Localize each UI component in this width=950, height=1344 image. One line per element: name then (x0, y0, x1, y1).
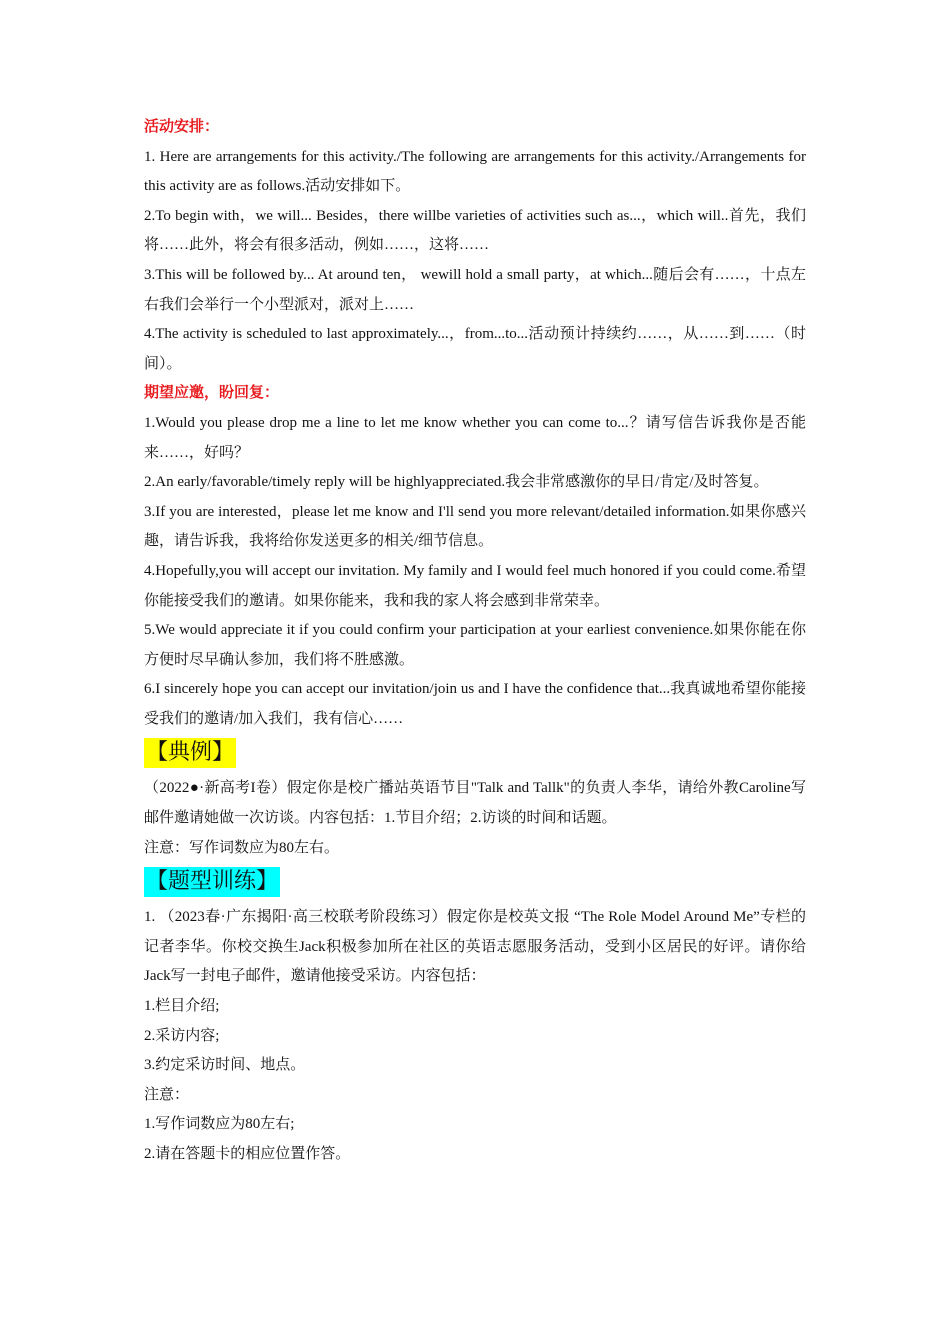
reply-item-1: 1.Would you please drop me a line to let me know whether you can come to...？请写信告诉我你是否能来……，好吗？ (144, 414, 806, 461)
training-point-1: 1.栏目介绍; (144, 998, 220, 1015)
example-note: 注意：写作词数应为80左右。 (144, 839, 340, 856)
reply-item-4: 4.Hopefully,you will accept our invitation. My family and I would feel much honored if you could come.希望你能接受我们的邀请。如果你能来，我和我的家人将会感到非常荣幸。 (144, 562, 806, 609)
training-text: 1. （2023春·广东揭阳·高三校联考阶段练习）假定你是校英文报 “The Role Model Around Me”专栏的记者李华。你校交换生Jack积极参加所在社区的英语志愿服务活动，受到小区居民的好评。请你给Jack写一封电子邮件，邀请他接受采访。内容包括： (144, 909, 806, 985)
reply-item-6: 6.I sincerely hope you can accept our invitation/join us and I have the confidence that...我真诚地希望你能接受我们的邀请/加入我们，我有信心…… (144, 681, 806, 727)
activity-item-4: 4.The activity is scheduled to last approximately...，from...to...活动预计持续约……，从……到……（时间）。 (144, 326, 806, 372)
training-point-3: 3.约定采访时间、地点。 (144, 1057, 306, 1074)
reply-item-5: 5.We would appreciate it if you could confirm your participation at your earliest convenience.如果你能在你方便时尽早确认参加，我们将不胜感激。 (144, 622, 806, 668)
training-note-2: 2.请在答题卡的相应位置作答。 (144, 1146, 351, 1162)
activity-heading: 活动安排： (144, 119, 220, 135)
example-badge: 【典例】 (144, 738, 236, 768)
activity-item-1: 1. Here are arrangements for this activity./The following are arrangements for this activity./Arrangements for this activity are as follows.活动安排如下。 (144, 148, 806, 195)
document-page (144, 113, 806, 1170)
activity-item-3: 3.This will be followed by... At around ten， wewill hold a small party，at which...随后会有……，十点左右我们会举行一个小型派对，派对上…… (144, 266, 806, 313)
activity-item-2: 2.To begin with，we will... Besides，there willbe varieties of activities such as...，which will..首先，我们将……此外，将会有很多活动，例如……，这将…… (144, 207, 806, 254)
training-badge: 【题型训练】 (144, 867, 280, 897)
reply-item-2: 2.An early/favorable/timely reply will be highlyappreciated.我会非常感激你的早日/肯定/及时答复。 (144, 474, 769, 491)
reply-item-3: 3.If you are interested，please let me know and I'll send you more relevant/detailed information.如果你感兴趣，请告诉我，我将给你发送更多的相关/细节信息。 (144, 503, 806, 550)
training-note-1: 1.写作词数应为80左右; (144, 1116, 295, 1133)
training-point-2: 2.采访内容; (144, 1027, 220, 1044)
example-text: （2022●·新高考I卷）假定你是校广播站英语节目"Talk and Tallk"的负责人李华，请给外教Caroline写邮件邀请她做一次访谈。内容包括：1.节目介绍；2.访谈的时间和话题。 (144, 780, 806, 827)
training-note-label: 注意： (144, 1086, 190, 1103)
reply-heading: 期望应邀，盼回复： (144, 385, 280, 402)
